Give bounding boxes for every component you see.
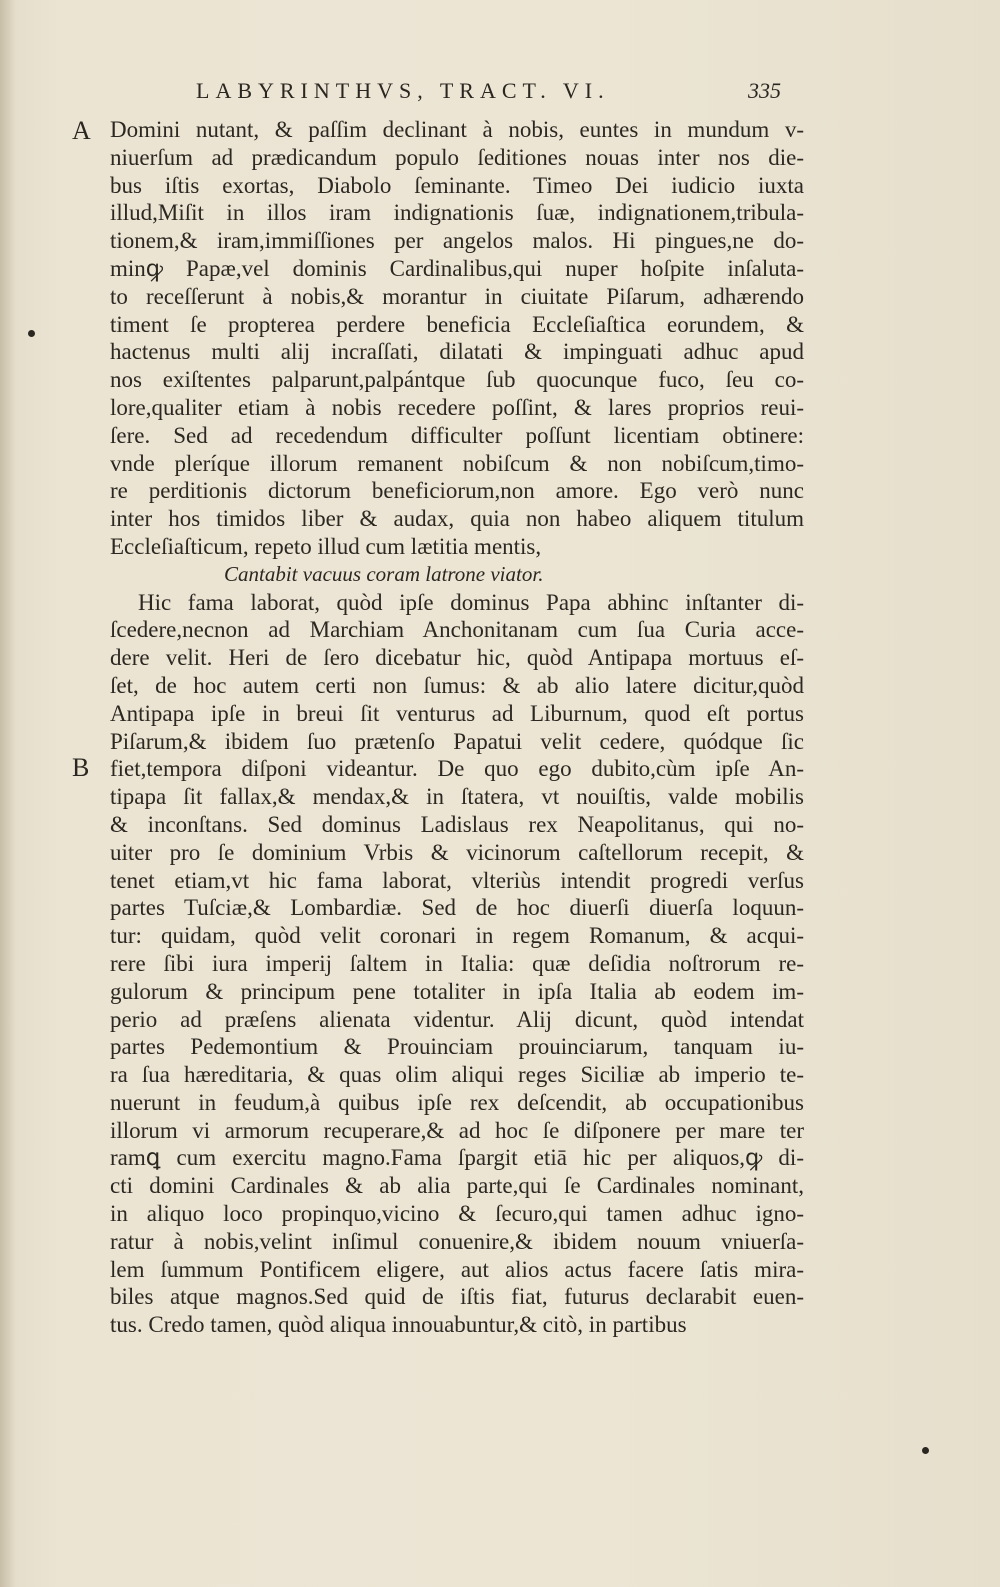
text-line: rere ſibi iura imperij ſaltem in Italia: quæ deſidia noſtrorum re- [110,950,804,976]
text-line: perio ad præſens alienata videntur. Alij dicunt, quòd intendat [110,1006,804,1032]
text-line: tenet etiam,vt hic fama laborat, vlteriùs intendit progredi verſus [110,867,804,893]
text-line: Eccleſiaſticum, repeto illud cum lætitia mentis, [110,533,542,559]
text-line: lore,qualiter etiam à nobis recedere poſſint, & lares proprios reui- [110,394,804,420]
text-line: Antipapa ipſe in breui ſit venturus ad Liburnum, quod eſt portus [110,700,804,726]
text-line: lem ſummum Pontificem eligere, aut alios actus facere ſatis mira- [110,1256,804,1282]
text-line: dere velit. Heri de ſero dicebatur hic, quòd Antipapa mortuus eſ- [110,645,804,671]
text-line: illorum vi armorum recuperare,& ad hoc ſe diſponere per mare ter [110,1117,804,1143]
text-line: niuerſum ad prædicandum populo ſeditiones nouas inter nos die- [110,144,804,170]
text-line: gulorum & principum pene totaliter in ipſa Italia ab eodem im- [110,978,804,1004]
page-gutter-shadow [0,0,16,1587]
text-line: & inconſtans. Sed dominus Ladislaus rex Neapolitanus, qui no- [110,811,804,837]
text-line: vnde pleríque illorum remanent nobiſcum & non nobiſcum,timo- [110,450,804,476]
text-line: ſere. Sed ad recedendum difficulter poſſunt licentiam obtinere: [110,422,804,448]
text-line: Domini nutant, & paſſim declinant à nobis, euntes in mundum v- [110,117,804,142]
text-line: biles atque magnos.Sed quid de iſtis fiat, futurus declarabit euen- [110,1284,804,1310]
text-line: partes Pedemontium & Prouinciam prouinciarum, tanquam iu- [110,1034,804,1060]
text-line: fiet,tempora diſponi videantur. De quo ego dubito,cùm ipſe An- [110,756,804,782]
text-line: to receſſerunt à nobis,& morantur in ciuitate Piſarum, adhærendo [110,283,804,309]
text-line: Piſarum,& ibidem ſuo prætenſo Papatui velit cedere, quódque ſic [110,728,804,754]
text-line: tus. Credo tamen, quòd aliqua innouabuntur,& citò, in partibus [110,1312,687,1338]
paragraph-first-line: Hic fama laborat, quòd ipſe dominus Papa abhinc inſtanter di- [138,589,804,615]
text-line: ſcedere,necnon ad Marchiam Anchonitanam cum ſua Curia acce- [110,617,804,643]
print-speck [922,1447,929,1454]
text-line: illud,Miſit in illos iram indignationis ſuæ, indignationem,tribula- [110,200,804,226]
text-line: ra ſua hæreditaria, & quas olim aliqui reges Siciliæ ab imperio te- [110,1062,804,1088]
text-line: re perditionis dictorum beneficiorum,non amore. Ego verò nunc [110,478,804,504]
text-line: partes Tuſciæ,& Lombardiæ. Sed de hoc diuerſi diuerſa loquun- [110,895,804,921]
text-line: cti domini Cardinales & ab alia parte,qui ſe Cardinales nominant, [110,1173,804,1199]
text-line: bus iſtis exortas, Diabolo ſeminante. Timeo Dei iudicio iuxta [110,172,804,198]
text-line: uiter pro ſe dominium Vrbis & vicinorum caſtellorum recepit, & [110,839,804,865]
text-line: nos exiſtentes palparunt,palpántque ſub quocunque fuco, ſeu co- [110,367,804,393]
text-line: nuerunt in feudum,à quibus ipſe rex deſcendit, ab occupationibus [110,1089,804,1115]
text-line: hactenus multi alij incraſſati, dilatati & impinguati adhuc apud [110,339,804,365]
margin-marker-a: A [72,116,91,145]
print-speck [28,330,35,337]
text-line: ratur à nobis,velint inſimul conuenire,& ibidem nouum vniuerſa- [110,1228,804,1254]
text-line: timent ſe propterea perdere beneficia Eccleſiaſtica eorundem, & [110,311,804,337]
text-line: tur: quidam, quòd velit coronari in regem Romanum, & acqui- [110,923,804,949]
text-line: tipapa ſit fallax,& mendax,& in ſtatera, vt nouiſtis, valde mobilis [110,784,804,810]
margin-marker-b: B [72,753,90,782]
verse-quotation: Cantabit vacuus coram latrone viator. [224,561,544,586]
text-line: tionem,& iram,immiſſiones per angelos malos. Hi pingues,ne do- [110,228,804,254]
text-line: ſet, de hoc autem certi non ſumus: & ab alio latere dicitur,quòd [110,672,804,698]
text-line: ramꝗ cum exercitu magno.Fama ſpargit etiā hic per aliquos,ꝙ di- [110,1145,804,1171]
text-line: inter hos timidos liber & audax, quia non habeo aliquem titulum [110,506,804,532]
page-number: 335 [748,78,781,103]
text-line: in aliquo loco propinquo,vicino & ſecuro,qui tamen adhuc igno- [110,1201,804,1227]
running-head: LABYRINTHVS, TRACT. VI. [196,78,610,103]
text-line: minꝙ Papæ,vel dominis Cardinalibus,qui nuper hoſpite inſaluta- [110,255,804,281]
body-text [110,116,804,1339]
